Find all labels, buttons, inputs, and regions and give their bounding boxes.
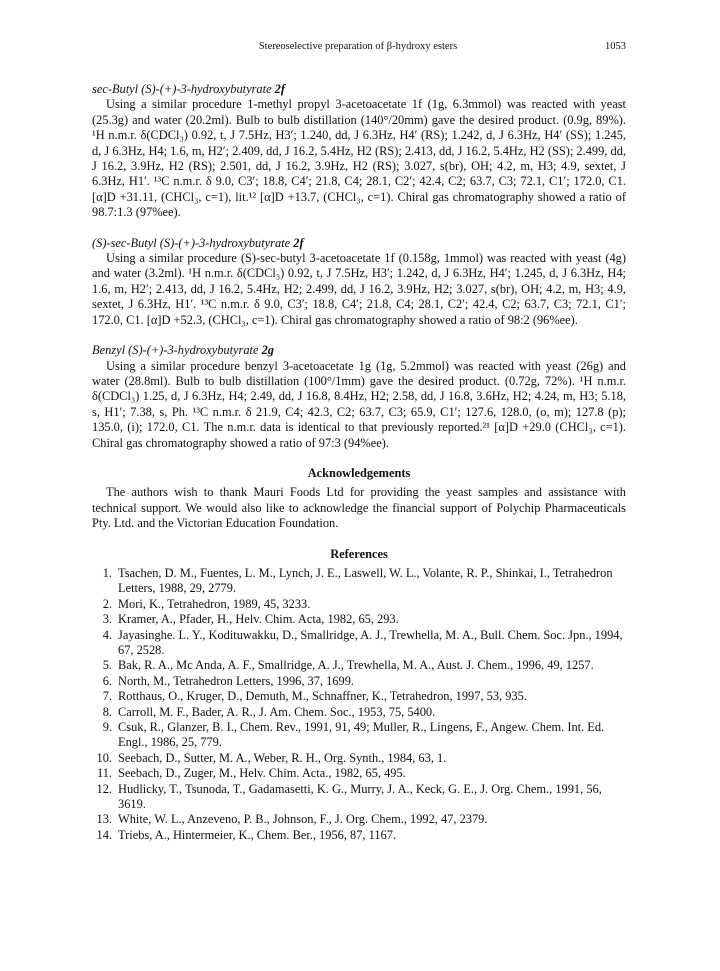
reference-number: 7. [102,689,112,704]
compound-heading [92,82,626,97]
references-title: References [330,546,388,561]
compound-heading-text: Benzyl (S)-(+)-3-hydroxybutyrate [92,343,262,358]
reference-number: 6. [102,673,112,688]
reference-item [92,766,626,781]
compound-section-sec-butyl [92,82,626,221]
reference-text: Mori, K., Tetrahedron, 1989, 45, 3233. [118,596,311,611]
compound-code: 2g [261,343,274,358]
running-title: Stereoselective preparation of β-hydroxy esters [258,41,458,52]
reference-item [92,705,626,720]
reference-text: Seebach, D., Zuger, M., Helv. Chim. Acta., 1982, 65, 495. [118,766,406,781]
reference-text: White, W. L., Anzeveno, P. B., Johnson, F., J. Org. Chem., 1992, 47, 2379. [118,812,488,827]
compound-heading [92,236,626,251]
reference-number: 9. [102,720,112,735]
reference-number: 11. [96,766,112,781]
reference-item [92,628,626,659]
reference-text: Kramer, A., Pfader, H., Helv. Chim. Acta, 1982, 65, 293. [118,612,399,627]
acknowledgements-title: Acknowledgements [307,465,411,480]
references-section [92,547,626,844]
reference-list [92,566,626,843]
reference-item [92,720,626,751]
reference-item [92,674,626,689]
reference-number: 1. [102,565,112,580]
compound-code: 2f [293,235,304,250]
compound-procedure-text: Using a similar procedure (S)-sec-butyl 3-acetoacetate 1f (0.158g, 1mmol) was reacted with yeast (4g) and water (3.2ml). ¹H n.m.r. δ(CDCl₃) 0.92, t, J 7.5Hz, H3′; 1.242, d, J 6.3Hz, H4′; 1.245, d, J 6.3Hz, H4; 1.6, m, H2′; 2.413, dd, J 16.2, 5.4Hz, H2; 2.499, dd, J 16.2, 3.9Hz, H2; 3.027, s(br), OH; 4.2, m, H3; 4.9, sextet, J 6.3Hz, H1′. ¹³C n.m.r. δ 9.0, C3′; 18.8, C4′; 21.8, C4; 28.1, C2′; 42.4, C2; 63.7, C3; 72.1, C1′; 172.0, C1. [α]D +52.3, (CHCl₃, c=1). Chiral gas chromatography showed a ratio of 98:2 (96%ee). [92,251,626,327]
reference-number: 5. [102,658,112,673]
compound-code: 2f [274,82,285,96]
compound-heading [92,343,626,358]
reference-number: 8. [102,704,112,719]
reference-text: North, M., Tetrahedron Letters, 1996, 37, 1699. [118,673,355,688]
compound-procedure-text: Using a similar procedure 1-methyl propyl 3-acetoacetate 1f (1g, 6.3mmol) was reacted with yeast (25.3g) and water (20.2ml). Bulb to bulb distillation (140°/20mm) gave the desired product. (0.9g, 89%). ¹H n.m.r. δ(CDCl₃) 0.92, t, J 7.5Hz, H3′; 1.240, dd, J 6.3Hz, H4′ (RS); 1.242, d, J 6.3Hz, H4′ (SS); 1.245, d, J 6.3Hz, H4; 1.6, m, H2′; 2.409, dd, J 16.2, 5.4Hz, H2 (RS); 2.413, dd, J 16.2, 5.4Hz, H2 (SS); 2.499, dd, J 16.2, 3.9Hz, H2 (RS); 2.501, dd, J 16.2, 3.9Hz, H2 (RS); 3.027, s(br), OH; 4.2, m, H3; 4.9, sextet, J 6.3Hz, H1′. ¹³C n.m.r. δ 9.0, C3′; 18.8, C4′; 21.8, C4; 28.1, C2′; 42.4, C2; 63.7, C3; 72.1, C1′; 172.0, C1. [α]D +31.11, (CHCl₃, c=1), lit.¹² [α]D +13.7, (CHCl₃, c=1). Chiral gas chromatography showed a ratio of 98.7:1.3 (97%ee). [92,97,626,220]
compound-section-s-sec-butyl [92,236,626,328]
reference-item [92,689,626,704]
running-header [90,41,626,55]
reference-number: 12. [96,781,112,796]
compound-section-benzyl [92,343,626,451]
acknowledgements-text: The authors wish to thank Mauri Foods Ltd for providing the yeast samples and assistance with technical support. We would also like to acknowledge the financial support of Polychip Pharmaceuticals Pty. Ltd. and the Victorian Education Foundation. [92,485,626,531]
acknowledgements-section [92,466,626,532]
reference-item [92,597,626,612]
page-body [92,82,626,858]
reference-text: Rotthaus, O., Kruger, D., Demuth, M., Schnaffner, K., Tetrahedron, 1997, 53, 935. [118,689,527,704]
reference-item [92,812,626,827]
reference-text: Jayasinghe. L. Y., Kodituwakku, D., Smallridge, A. J., Trewhella, M. A., Bull. Chem. Soc. Jpn., 1994, 67, 2528. [118,627,623,657]
compound-heading-text: (S)-sec-Butyl (S)-(+)-3-hydroxybutyrate [92,235,294,250]
page-number: 1053 [605,41,626,52]
reference-number: 13. [96,812,112,827]
reference-text: Triebs, A., Hintermeier, K., Chem. Ber., 1956, 87, 1167. [118,827,397,842]
reference-text: Seebach, D., Sutter, M. A., Weber, R. H., Org. Synth., 1984, 63, 1. [118,750,447,765]
reference-number: 2. [102,596,112,611]
reference-number: 3. [102,612,112,627]
compound-heading-text: sec-Butyl (S)-(+)-3-hydroxybutyrate [92,82,275,96]
reference-item [92,828,626,843]
reference-text: Hudlicky, T., Tsunoda, T., Gadamasetti, K. G., Murry, J. A., Keck, G. E., J. Org. Chem., 1991, 56, 3619. [118,781,602,812]
reference-text: Tsachen, D. M., Fuentes, L. M., Lynch, J. E., Laswell, W. L., Volante, R. P., Shinkai, I., Tetrahedron Letters, 1988, 29, 2779. [118,565,613,596]
reference-item [92,658,626,673]
reference-number: 10. [96,750,112,765]
reference-item [92,612,626,627]
reference-number: 14. [96,827,112,842]
reference-text: Bak, R. A., Mc Anda, A. F., Smallridge, A. J., Trewhella, M. A., Aust. J. Chem., 1996, 49, 1257. [118,658,594,673]
reference-text: Carroll, M. F., Bader, A. R., J. Am. Chem. Soc., 1953, 75, 5400. [118,704,436,719]
reference-number: 4. [102,627,112,642]
compound-procedure-text: Using a similar procedure benzyl 3-acetoacetate 1g (1g, 5.2mmol) was reacted with yeast (26g) and water (28.8ml). Bulb to bulb distillation (100°/1mm) gave the desired product. (0.72g, 72%). ¹H n.m.r. δ(CDCl₃) 1.25, d, J 6.3Hz, H4; 2.49, dd, J 16.8, 8.4Hz, H2; 2.58, dd, J 16.8, 3.6Hz, H2; 4.24, m, H3; 5.18, s, H1′; 7.38, s, Ph. ¹³C n.m.r. δ 21.9, C4; 42.3, C2; 63.7, C3; 65.9, C1′; 127.6, 128.0, (o, m); 127.8 (p); 135.0, (i); 172.0, C1. The n.m.r. data is identical to that previously reported.²¹ [α]D +29.0 (CHCl₃, c=1). Chiral gas chromatography showed a ratio of 97:3 (94%ee). [92,358,626,450]
reference-item [92,751,626,766]
reference-item [92,782,626,813]
reference-text: Csuk, R., Glanzer, B. I., Chem. Rev., 1991, 91, 49; Muller, R., Lingens, F., Angew. Chem. Int. Ed. Engl., 1986, 25, 779. [118,720,605,750]
reference-item [92,566,626,597]
